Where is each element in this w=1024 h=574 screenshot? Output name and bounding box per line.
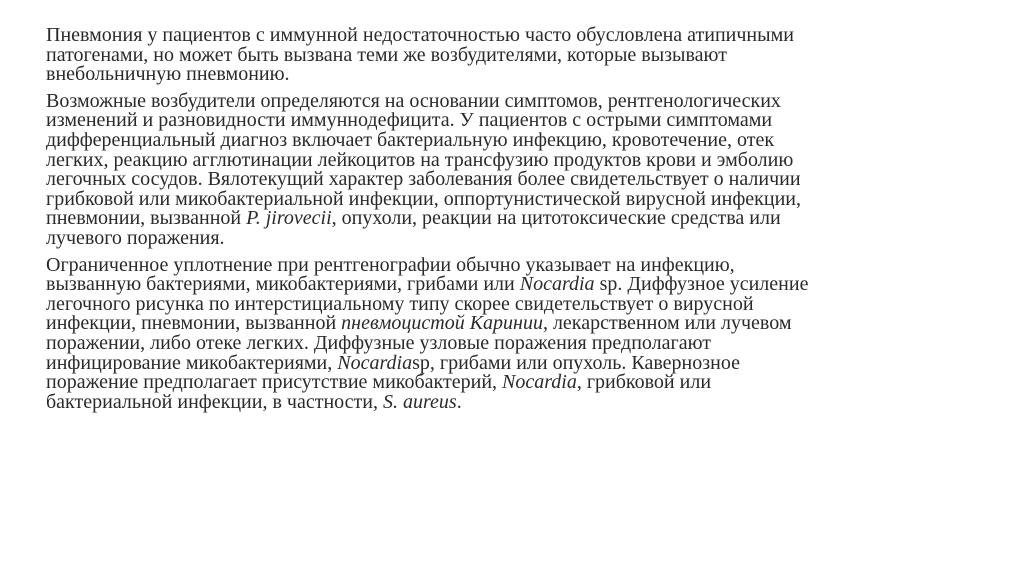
text-run: Возможные возбудители определяются на основании симптомов, рентгенологических — [46, 89, 781, 112]
text-run: грибковой или микобактериальной инфекции, оппортунистической вирусной инфекции, — [46, 187, 801, 210]
text-run: sp, грибами или опухоль. Кавернозное — [412, 351, 740, 374]
text-line — [46, 390, 946, 413]
italic-term: Nocardia — [502, 371, 577, 394]
text-run: Пневмония у пациентов с иммунной недостаточностью часто обусловлена атипичными — [46, 24, 794, 46]
text-body — [46, 26, 946, 419]
text-run: лучевого поражения. — [46, 226, 225, 249]
text-run: бактериальной инфекции, в частности, — [46, 390, 383, 413]
paragraph-2 — [46, 89, 946, 249]
text-run: инфицирование микобактериями, — [46, 351, 338, 374]
text-run: , грибковой или — [576, 371, 712, 394]
italic-term: пневмоцистой Каринии — [341, 312, 543, 335]
text-run: вызванную бактериями, микобактериями, грибами или — [46, 273, 520, 296]
paragraph-1 — [46, 26, 946, 85]
text-run: , лекарственном или лучевом — [542, 312, 792, 335]
text-run: дифференциальный диагноз включает бактериальную инфекцию, кровотечение, отек — [46, 128, 775, 151]
text-run: sp. Диффузное усиление — [594, 273, 809, 296]
italic-term: Nocardia — [337, 351, 413, 374]
text-run: легочных сосудов. Вялотекущий характер заболевания более свидетельствует о наличии — [46, 168, 801, 191]
text-run: . — [456, 390, 462, 413]
italic-term: S. aureus — [382, 390, 457, 413]
text-run: инфекции, пневмонии, вызванной — [46, 312, 342, 335]
text-run: Ограниченное уплотнение при рентгенографии обычно указывает на инфекцию, — [46, 253, 735, 276]
text-run: легких, реакцию агглютинации лейкоцитов на трансфузию продуктов крови и эмболию — [46, 148, 794, 171]
text-run: поражении, либо отеке легких. Диффузные узловые поражения предполагают — [46, 331, 712, 354]
paragraph-3 — [46, 253, 946, 413]
text-run: внебольничную пневмонию. — [46, 63, 290, 86]
italic-term: P. jirovecii — [246, 207, 332, 230]
text-run: изменений и разновидности иммуннодефицита. У пациентов с острыми симптомами — [46, 109, 773, 132]
text-run: патогенами, но может быть вызвана теми же возбудителями, которые вызывают — [46, 43, 727, 66]
text-run: пневмонии, вызванной — [46, 207, 247, 230]
text-run: , опухоли, реакции на цитотоксические средства или — [331, 207, 781, 230]
text-run: легочного рисунка по интерстициальному типу скорее свидетельствует о вирусной — [46, 292, 754, 315]
text-line — [46, 226, 946, 249]
italic-term: Nocardia — [519, 273, 595, 296]
text-run: поражение предполагает присутствие микобактерий, — [46, 371, 503, 394]
text-line — [46, 65, 946, 85]
